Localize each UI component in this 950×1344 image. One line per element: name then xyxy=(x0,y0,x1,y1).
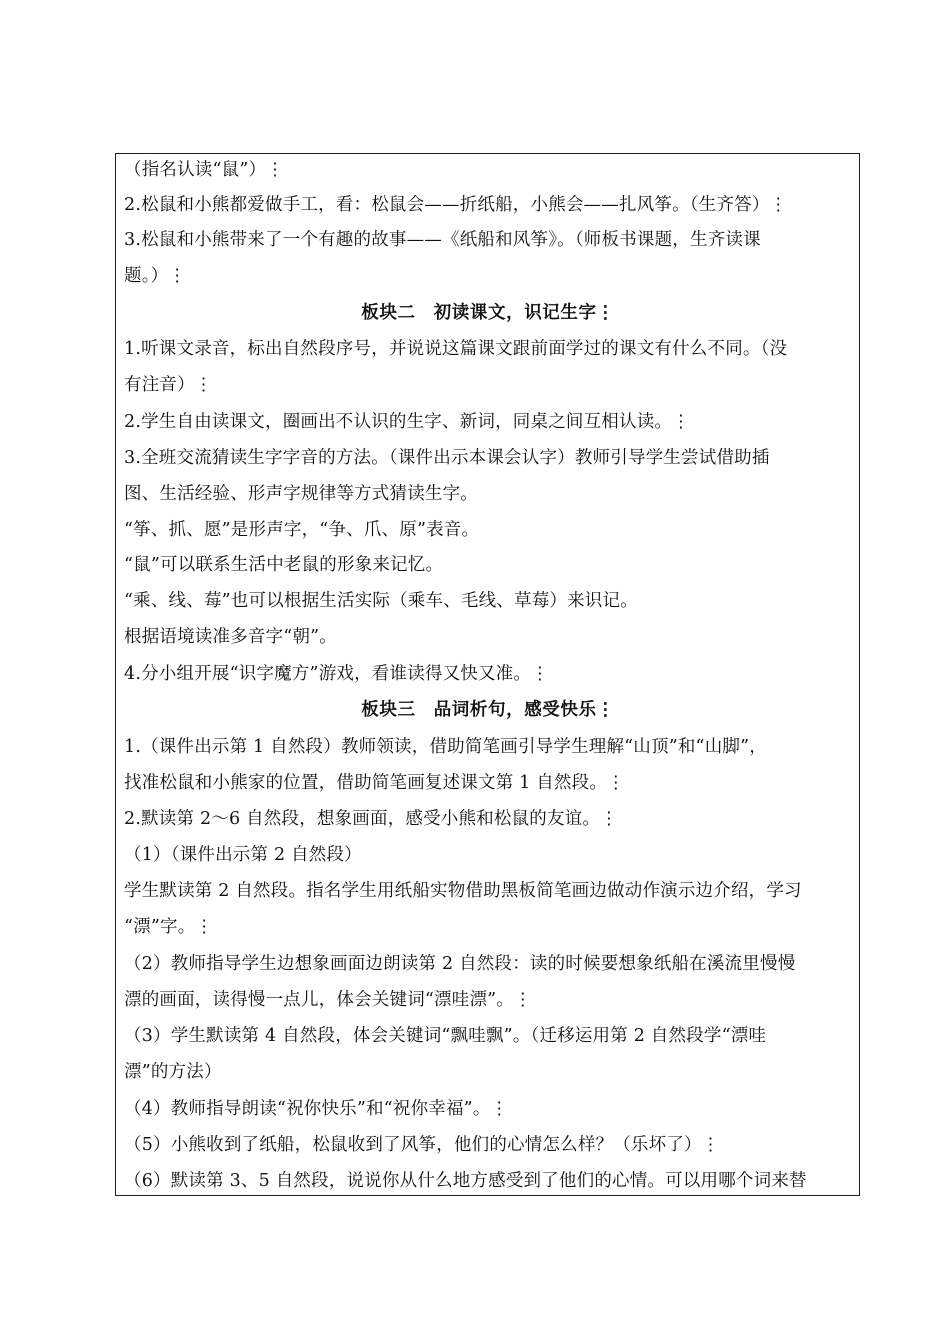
text-line: 根据语境读准多音字“朝”。 xyxy=(124,627,337,647)
lesson-table-cell xyxy=(115,153,860,1196)
text-line: 1.听课文录音，标出自然段序号，并说说这篇课文跟前面学过的课文有什么不同。（没 xyxy=(124,339,788,359)
text-line: 题。）⋮ xyxy=(124,266,187,286)
text-line: （5）小熊收到了纸船，松鼠收到了风筝，他们的心情怎么样？（乐坏了）⋮ xyxy=(124,1135,720,1155)
text-line: 学生默读第 2 自然段。指名学生用纸船实物借助黑板简笔画边做动作演示边介绍，学习 xyxy=(124,881,802,901)
text-line: 3.松鼠和小熊带来了一个有趣的故事——《纸船和风筝》。（师板书课题，生齐读课 xyxy=(124,230,761,250)
text-line: “鼠”可以联系生活中老鼠的形象来记忆。 xyxy=(124,555,444,575)
text-line: 漂”的方法） xyxy=(124,1062,222,1082)
text-line: （2）教师指导学生边想象画面边朗读第 2 自然段：读的时候要想象纸船在溪流里慢慢 xyxy=(124,954,796,974)
text-line: （6）默读第 3、5 自然段，说说你从什么地方感受到了他们的心情。可以用哪个词来替 xyxy=(124,1171,807,1191)
text-line: （指名认读“鼠”）⋮ xyxy=(124,160,284,180)
text-line: 3.全班交流猜读生字字音的方法。（课件出示本课会认字）教师引导学生尝试借助插 xyxy=(124,448,770,468)
text-line: （1）（课件出示第 2 自然段） xyxy=(124,845,362,865)
section-heading: 板块三 品词析句，感受快乐⋮ xyxy=(361,700,615,720)
text-line: 1.（课件出示第 1 自然段）教师领读，借助简笔画引导学生理解“山顶”和“山脚”， xyxy=(124,737,767,757)
text-line: 2.松鼠和小熊都爱做手工，看：松鼠会——折纸船，小熊会——扎风筝。（生齐答）⋮ xyxy=(124,195,788,215)
text-line: 漂的画面，读得慢一点儿，体会关键词“漂哇漂”。⋮ xyxy=(124,990,532,1010)
text-line: （4）教师指导朗读“祝你快乐”和“祝你幸福”。⋮ xyxy=(124,1099,509,1119)
text-line: “乘、线、莓”也可以根据生活实际（乘车、毛线、草莓）来识记。 xyxy=(124,591,638,611)
text-line: 图、生活经验、形声字规律等方式猜读生字。 xyxy=(124,484,478,504)
text-line: 4.分小组开展“识字魔方”游戏，看谁读得又快又准。⋮ xyxy=(124,664,549,684)
text-line: “筝、抓、愿”是形声字，“争、爪、原”表音。 xyxy=(124,520,480,540)
text-line: 2.默读第 2～6 自然段，想象画面，感受小熊和松鼠的友谊。⋮ xyxy=(124,809,618,829)
text-line: 2.学生自由读课文，圈画出不认识的生字、新词，同桌之间互相认读。⋮ xyxy=(124,412,690,432)
section-heading: 板块二 初读课文，识记生字⋮ xyxy=(361,303,615,323)
text-line: （3）学生默读第 4 自然段，体会关键词“飘哇飘”。（迁移运用第 2 自然段学“漂哇 xyxy=(124,1026,767,1046)
text-line: 有注音）⋮ xyxy=(124,375,213,395)
text-line: “漂”字。⋮ xyxy=(124,917,214,937)
text-line: 找准松鼠和小熊家的位置，借助简笔画复述课文第 1 自然段。⋮ xyxy=(124,773,625,793)
